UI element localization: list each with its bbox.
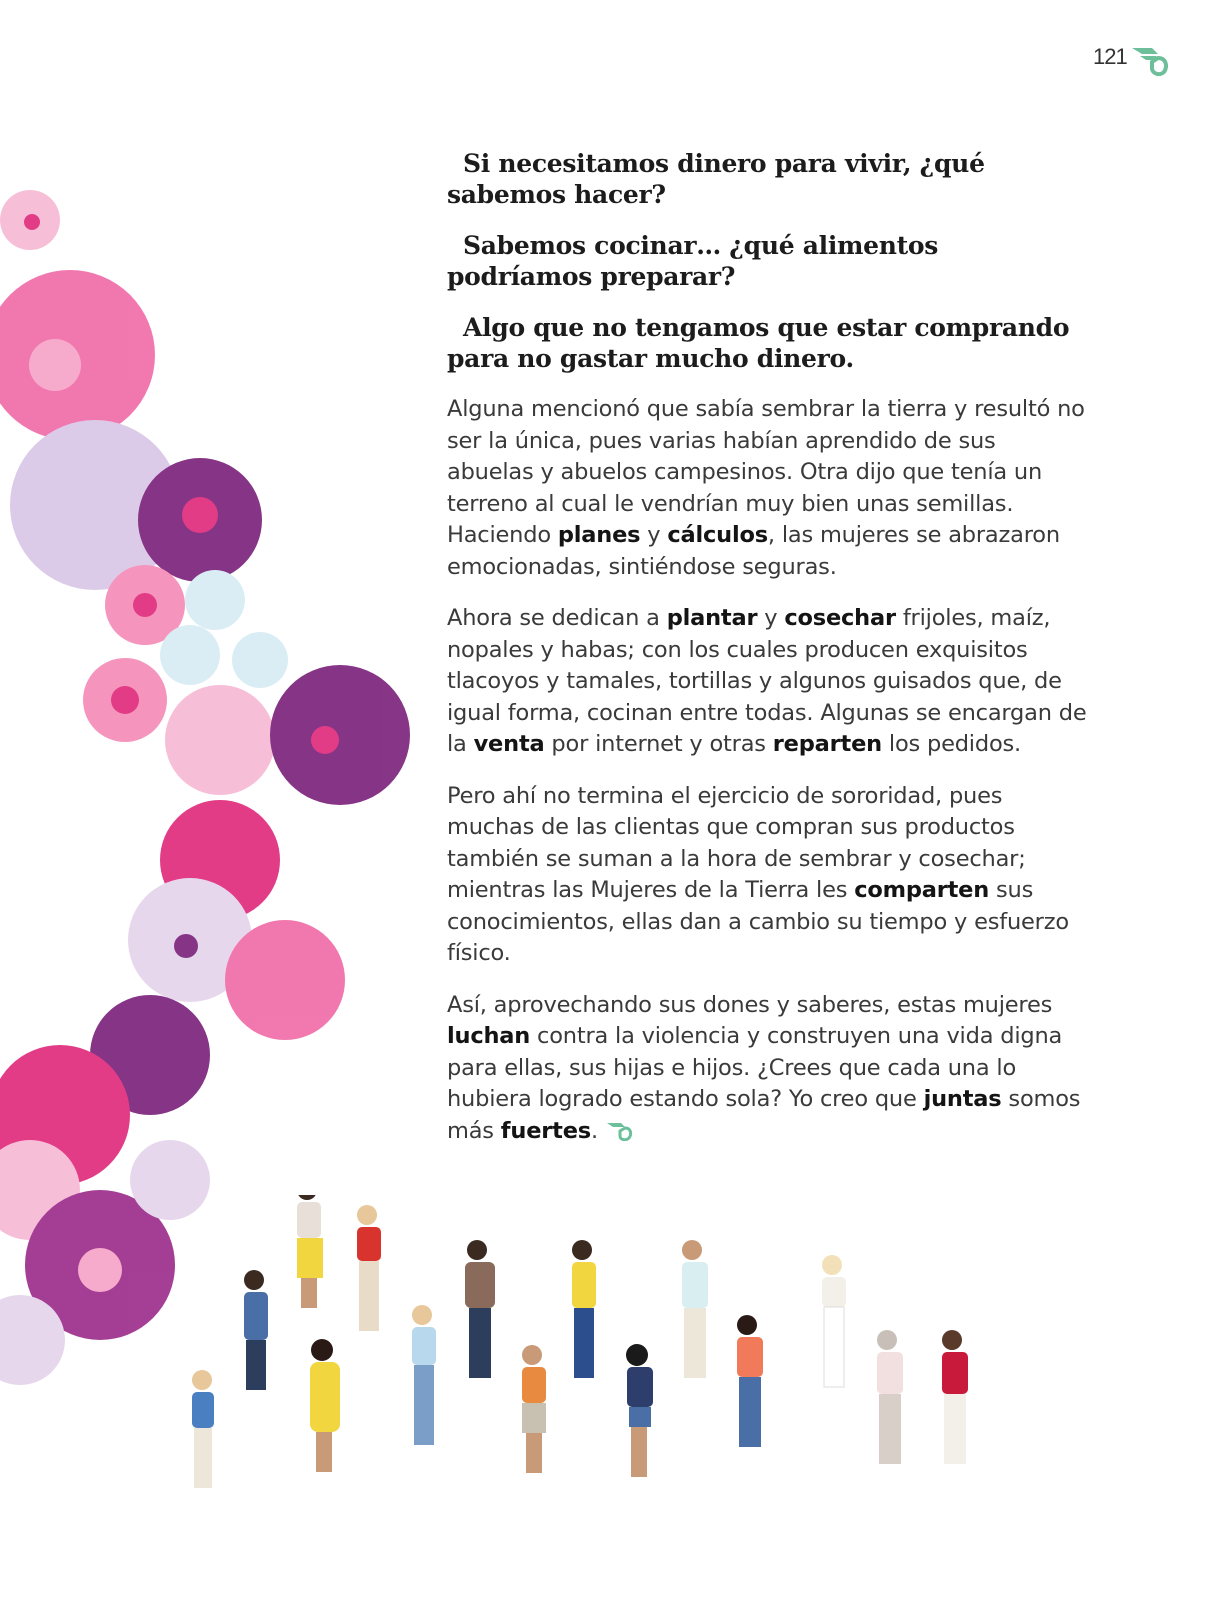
women-illustration [180, 1195, 1020, 1535]
book-logo-icon [1130, 44, 1170, 76]
text-column [447, 148, 1087, 1167]
paragraph-1: Alguna mencionó que sabía sembrar la tierra y resultó no ser la única, pues varias habían aprendido de sus abuelas y abuelos campesinos. Otra dijo que tenía un terreno al cual le vendrían muy bien unas semillas. Haciendo planes y cálculos, las mujeres se abrazaron emocionadas, sintiéndose seguras. [447, 396, 1085, 580]
page-number: 121 [1093, 44, 1127, 69]
paragraph-4: Así, aprovechando sus dones y saberes, estas mujeres luchan contra la violencia y construyen una vida digna para ellas, sus hijas e hijos. ¿Crees que cada una lo hubiera logrado estando sola? Yo creo que juntas somos más fuertes. [447, 991, 1081, 1144]
question-1: Si necesitamos dinero para vivir, ¿qué sabemos hacer? [447, 149, 985, 209]
question-3: Algo que no tengamos que estar comprando para no gastar mucho dinero. [447, 313, 1070, 373]
paragraph-3: Pero ahí no termina el ejercicio de sororidad, pues muchas de las clientas que compran sus productos también se suman a la hora de sembrar y cosechar; mientras las Mujeres de la Tierra les comparten sus conocimientos, ellas dan a cambio su tiempo y esfuerzo físico. [447, 782, 1069, 966]
question-2: Sabemos cocinar… ¿qué alimentos podríamos preparar? [447, 231, 939, 291]
end-mark-icon [606, 1121, 632, 1141]
paragraph-2: Ahora se dedican a plantar y cosechar frijoles, maíz, nopales y habas; con los cuales producen exquisitos tlacoyos y tamales, tortillas y algunos guisados que, de igual forma, cocinan entre todas. Algunas se encargan de la venta por internet y otras reparten los pedidos. [447, 605, 1087, 757]
